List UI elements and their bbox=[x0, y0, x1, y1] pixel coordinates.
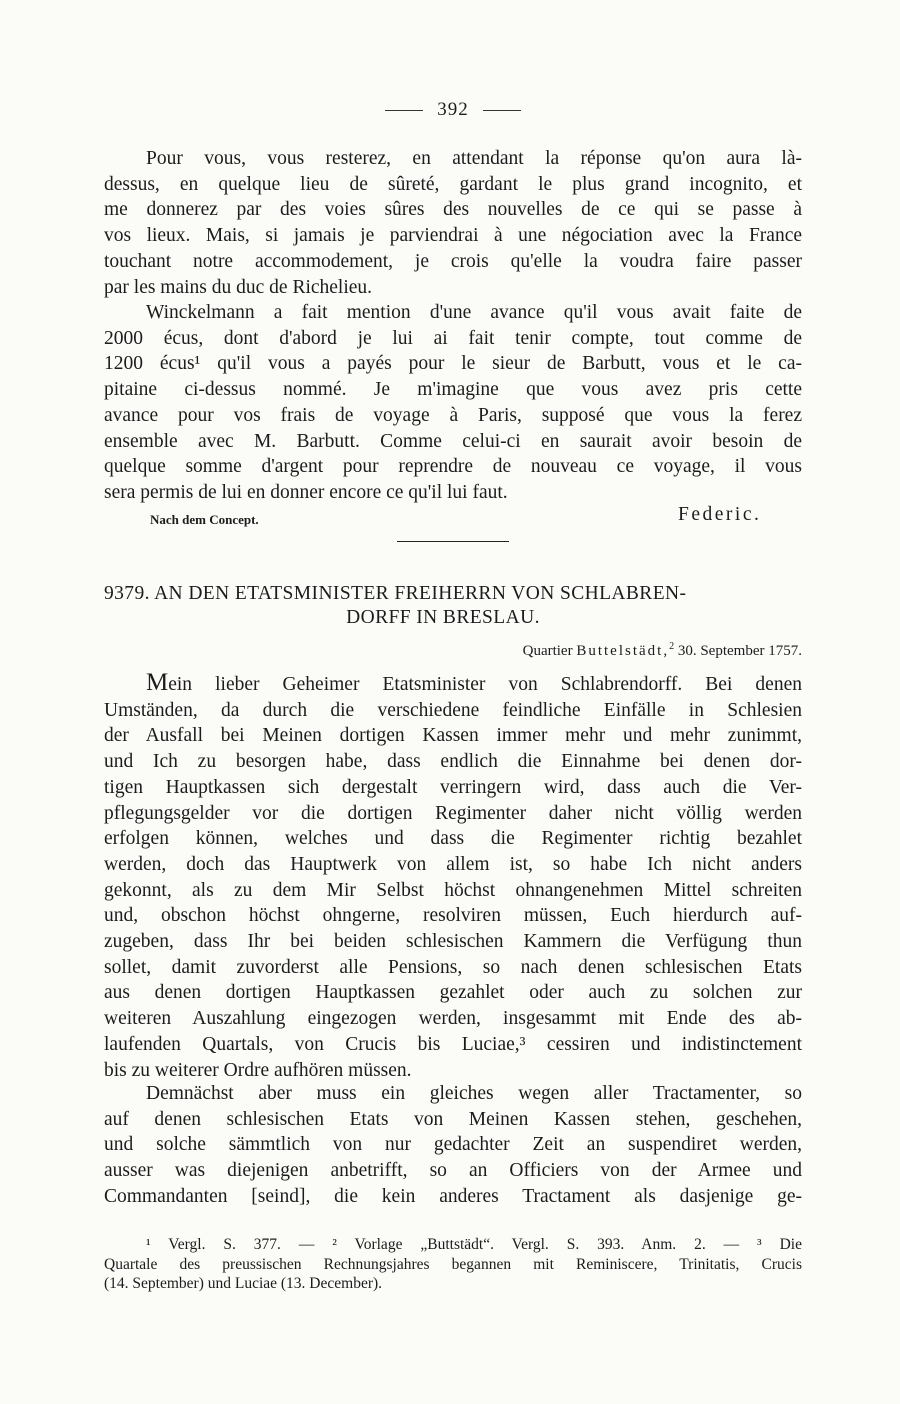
text-line: weiteren Auszahlung eingezogen werden, insgesammt mit Ende des ab- bbox=[104, 1008, 802, 1030]
text-line-rest: ein lieber Geheimer Etatsminister von Schlabrendorff. Bei denen bbox=[168, 674, 802, 695]
footnote-line: ¹ Vergl. S. 377. — ² Vorlage „Buttstädt“. Vergl. S. 393. Anm. 2. — ³ Die bbox=[146, 1236, 802, 1253]
text-line: avance pour vos frais de voyage à Paris, supposé que vous la ferez bbox=[104, 404, 802, 426]
text-line: pflegungsgelder vor die dortigen Regimenter daher nicht völlig werden bbox=[104, 802, 802, 824]
text-line: und Ich zu besorgen habe, dass endlich die Einnahme bei denen dor- bbox=[104, 751, 802, 773]
text-line: der Ausfall bei Meinen dortigen Kassen immer mehr und mehr zunimmt, bbox=[104, 725, 802, 747]
text-line: dessus, en quelque lieu de sûreté, gardant le plus grand incognito, et bbox=[104, 173, 802, 195]
place-name: Buttelstädt, bbox=[576, 643, 670, 659]
text-line: sera permis de lui en donner encore ce qu'il lui faut. bbox=[104, 481, 508, 503]
heading-line-1 bbox=[104, 582, 802, 606]
text-line: bis zu weiterer Ordre aufhören müssen. bbox=[104, 1059, 412, 1081]
letter-end-paragraph-1 bbox=[104, 146, 802, 300]
text-line: und, obschon höchst ohngerne, resolviren müssen, Euch hierdurch auf- bbox=[104, 905, 802, 927]
letter-heading bbox=[104, 582, 802, 630]
page-number: 392 bbox=[437, 99, 469, 120]
text-line: Demnächst aber muss ein gleiches wegen aller Tractamenter, so bbox=[146, 1083, 802, 1104]
heading-line-2: DORFF IN BRESLAU. bbox=[346, 607, 540, 628]
place-prefix: Quartier bbox=[522, 643, 577, 659]
initial-letter: M bbox=[146, 669, 169, 696]
text-line: Winckelmann a fait mention d'une avance qu'il vous avait faite de bbox=[146, 302, 802, 323]
text-line: 1200 écus¹ qu'il vous a payés pour le sieur de Barbutt, vous et le ca- bbox=[104, 353, 802, 375]
signature: Federic. bbox=[678, 504, 762, 525]
text-line: und solche sämmtlich von nur gedachter Zeit an suspendiret werden, bbox=[104, 1134, 802, 1156]
letter-end-paragraph-2 bbox=[104, 300, 802, 506]
footnote-mark: 2 bbox=[669, 641, 675, 652]
text-line: par les mains du duc de Richelieu. bbox=[104, 276, 373, 298]
letter-number: 9379. bbox=[104, 583, 150, 604]
text-line: ensemble avec M. Barbutt. Comme celui-ci en saurait avoir besoin de bbox=[104, 430, 802, 452]
text-line: laufenden Quartals, von Crucis bis Luciae,³ cessiren und indistinctement bbox=[104, 1033, 802, 1055]
text-line: erfolgen können, welches und dass die Regimenter richtig bezahlet bbox=[104, 828, 802, 850]
source-note: Nach dem Concept. bbox=[150, 512, 259, 527]
text-line: ausser was diejenigen anbetrifft, so an Officiers von der Armee und bbox=[104, 1160, 802, 1182]
letter-paragraph-2 bbox=[104, 1081, 802, 1210]
text-line: sollet, damit zuvorderst alle Pensions, so nach denen schlesischen Etats bbox=[104, 956, 802, 978]
text-line: 2000 écus, dont d'abord je lui ai fait tenir compte, tout comme de bbox=[104, 327, 802, 349]
letter-date: 30. September 1757. bbox=[674, 643, 802, 659]
text-line: Umständen, da durch die verschiedene feindliche Einfälle in Schlesien bbox=[104, 699, 802, 721]
text-line: Pour vous, vous resterez, en attendant la réponse qu'on aura là- bbox=[146, 148, 802, 169]
text-line: vos lieux. Mais, si jamais je parviendrai à une négociation avec la France bbox=[104, 225, 802, 247]
text-line: pitaine ci-dessus nommé. Je m'imagine que vous avez pris cette bbox=[104, 379, 802, 401]
text-line: aus denen dortigen Hauptkassen gezahlet oder auch zu solchen zur bbox=[104, 982, 802, 1004]
text-line: tigen Hauptkassen sich dergestalt verringern wird, dass auch die Ver- bbox=[104, 776, 802, 798]
header-dash-left bbox=[385, 110, 423, 111]
page-header bbox=[104, 99, 802, 121]
letter-paragraph-1 bbox=[104, 670, 802, 1083]
footnote-line: Quartale des preussischen Rechnungsjahres begannen mit Reminiscere, Trinitatis, Crucis bbox=[104, 1255, 802, 1273]
text-line: touchant notre accommodement, je crois qu'elle la voudra faire passer bbox=[104, 250, 802, 272]
footnote-line: (14. September) und Luciae (13. December). bbox=[104, 1275, 383, 1292]
text-line: werden, doch das Hauptwerk von allem ist, so habe Ich nicht anders bbox=[104, 853, 802, 875]
text-line: Commandanten [seind], die kein anderes Tractament als dasjenige ge- bbox=[104, 1185, 802, 1207]
header-dash-right bbox=[483, 110, 521, 111]
text-line: me donnerez par des voies sûres des nouvelles de ce qui se passe à bbox=[104, 199, 802, 221]
place-date-line bbox=[523, 643, 802, 660]
text-line bbox=[104, 670, 802, 698]
text-line: zugeben, dass Ihr bei beiden schlesischen Kammern die Verfügung thun bbox=[104, 931, 802, 953]
text-line: auf denen schlesischen Etats von Meinen Kassen stehen, geschehen, bbox=[104, 1108, 802, 1130]
section-divider bbox=[397, 541, 509, 542]
footnotes bbox=[104, 1235, 802, 1294]
heading-text-1: AN DEN ETATSMINISTER FREIHERRN VON SCHLABREN- bbox=[154, 583, 687, 604]
text-line: gekonnt, als zu dem Mir Selbst höchst ohnangenehmen Mittel schreiten bbox=[104, 879, 802, 901]
text-line: quelque somme d'argent pour reprendre de nouveau ce voyage, il vous bbox=[104, 456, 802, 478]
